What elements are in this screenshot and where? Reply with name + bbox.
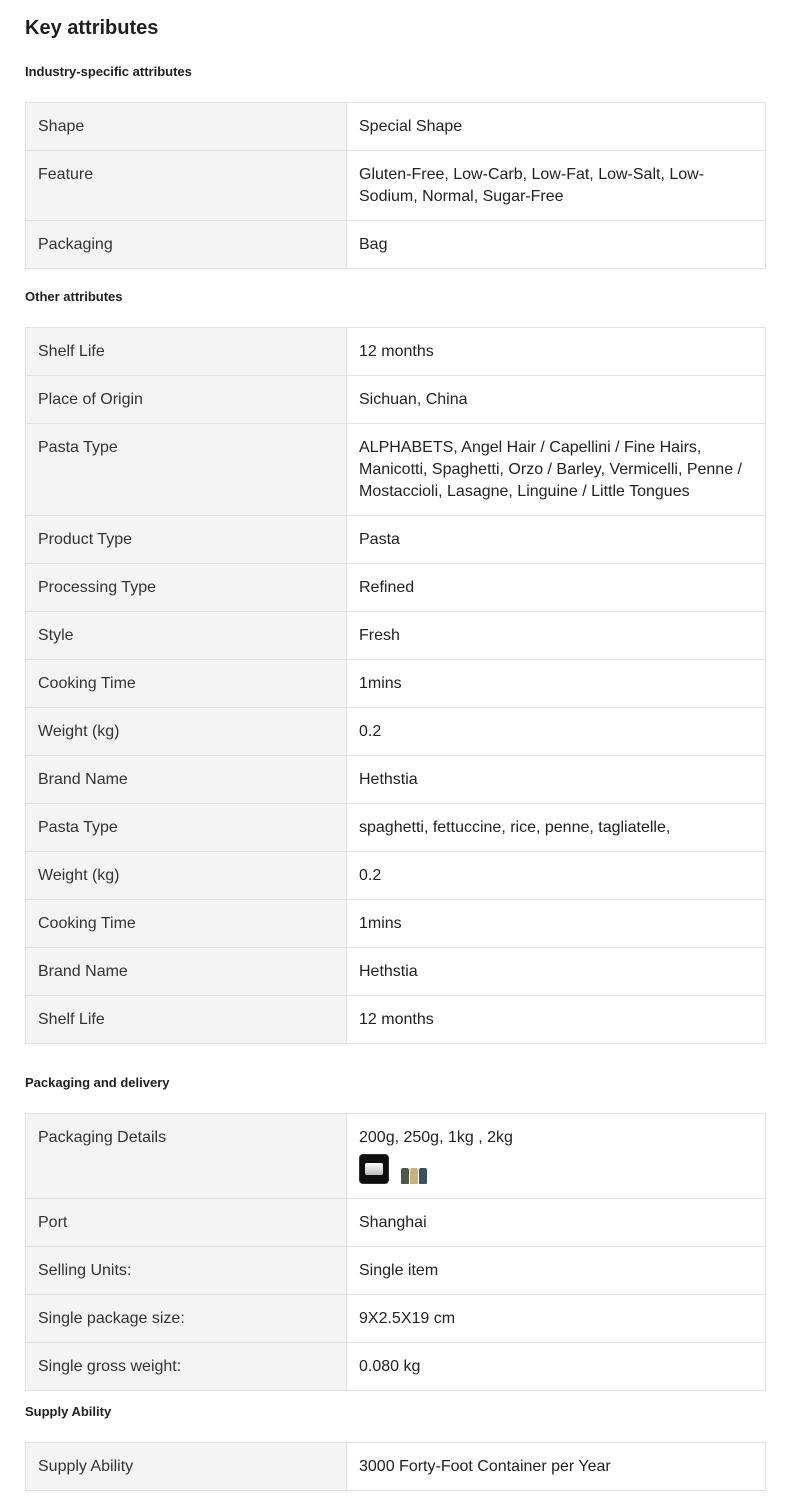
packaging-photo-bag-icon[interactable] — [359, 1154, 389, 1184]
section-title-industry-specific: Industry-specific attributes — [25, 64, 192, 79]
table-row — [26, 996, 766, 1044]
attribute-value: Hethstia — [347, 756, 766, 804]
attribute-value: 0.2 — [347, 852, 766, 900]
section-title-packaging-delivery: Packaging and delivery — [25, 1075, 170, 1090]
attribute-value: Single item — [347, 1247, 766, 1295]
attribute-value: 9X2.5X19 cm — [347, 1295, 766, 1343]
attribute-key: Shelf Life — [26, 328, 347, 376]
attribute-key: Single package size: — [26, 1295, 347, 1343]
table-row — [26, 756, 766, 804]
attribute-value-cell — [347, 1114, 766, 1199]
table-row — [26, 948, 766, 996]
table-row — [26, 1199, 766, 1247]
attribute-key: Packaging Details — [26, 1114, 347, 1199]
attribute-key: Shape — [26, 103, 347, 151]
attribute-key: Selling Units: — [26, 1247, 347, 1295]
attribute-key: Packaging — [26, 221, 347, 269]
attribute-key: Processing Type — [26, 564, 347, 612]
other-attributes-table — [25, 327, 766, 1044]
attribute-key: Port — [26, 1199, 347, 1247]
attribute-value: 3000 Forty-Foot Container per Year — [347, 1443, 766, 1491]
attribute-value: Sichuan, China — [347, 376, 766, 424]
attribute-key: Weight (kg) — [26, 708, 347, 756]
page-title: Key attributes — [25, 17, 159, 39]
section-title-other-attributes: Other attributes — [25, 289, 123, 304]
attribute-key: Brand Name — [26, 948, 347, 996]
attribute-key: Place of Origin — [26, 376, 347, 424]
table-row — [26, 1443, 766, 1491]
section-title-supply-ability: Supply Ability — [25, 1404, 112, 1419]
packaging-delivery-table — [25, 1113, 766, 1391]
table-row — [26, 564, 766, 612]
table-row — [26, 376, 766, 424]
table-row — [26, 1343, 766, 1391]
table-row — [26, 660, 766, 708]
attribute-key: Shelf Life — [26, 996, 347, 1044]
attribute-value: 12 months — [347, 996, 766, 1044]
table-row — [26, 1247, 766, 1295]
attribute-key: Feature — [26, 151, 347, 221]
attribute-value: 0.2 — [347, 708, 766, 756]
supply-ability-table — [25, 1442, 766, 1491]
attribute-key: Brand Name — [26, 756, 347, 804]
attribute-value: 1mins — [347, 900, 766, 948]
attribute-value: 200g, 250g, 1kg , 2kg — [359, 1129, 513, 1146]
attribute-key: Cooking Time — [26, 900, 347, 948]
attribute-value: Shanghai — [347, 1199, 766, 1247]
industry-specific-attributes-table — [25, 102, 766, 269]
attribute-value: Pasta — [347, 516, 766, 564]
attribute-key: Cooking Time — [26, 660, 347, 708]
attribute-key: Pasta Type — [26, 804, 347, 852]
table-row — [26, 151, 766, 221]
table-row — [26, 900, 766, 948]
table-row — [26, 804, 766, 852]
attribute-value: 0.080 kg — [347, 1343, 766, 1391]
attribute-key: Pasta Type — [26, 424, 347, 516]
table-row — [26, 1114, 766, 1199]
attribute-key: Weight (kg) — [26, 852, 347, 900]
attribute-key: Style — [26, 612, 347, 660]
attribute-value: 12 months — [347, 328, 766, 376]
attribute-key: Supply Ability — [26, 1443, 347, 1491]
attribute-key: Product Type — [26, 516, 347, 564]
attribute-value: Fresh — [347, 612, 766, 660]
attribute-value: Refined — [347, 564, 766, 612]
attribute-value: Hethstia — [347, 948, 766, 996]
attribute-value: Gluten-Free, Low-Carb, Low-Fat, Low-Salt, Low-Sodium, Normal, Sugar-Free — [347, 151, 766, 221]
attribute-value: Bag — [347, 221, 766, 269]
packaging-photos — [359, 1152, 753, 1186]
table-row — [26, 1295, 766, 1343]
table-row — [26, 612, 766, 660]
table-row — [26, 328, 766, 376]
attribute-value: Special Shape — [347, 103, 766, 151]
attribute-value: 1mins — [347, 660, 766, 708]
attribute-value: ALPHABETS, Angel Hair / Capellini / Fine Hairs, Manicotti, Spaghetti, Orzo / Barley, Vermicelli, Penne / Mostaccioli, Lasagne, Linguine / Little Tongues — [347, 424, 766, 516]
packaging-photo-cans-icon[interactable] — [401, 1154, 431, 1184]
table-row — [26, 221, 766, 269]
table-row — [26, 103, 766, 151]
attribute-key: Single gross weight: — [26, 1343, 347, 1391]
table-row — [26, 708, 766, 756]
table-row — [26, 516, 766, 564]
table-row — [26, 852, 766, 900]
table-row — [26, 424, 766, 516]
attribute-value: spaghetti, fettuccine, rice, penne, tagliatelle, — [347, 804, 766, 852]
